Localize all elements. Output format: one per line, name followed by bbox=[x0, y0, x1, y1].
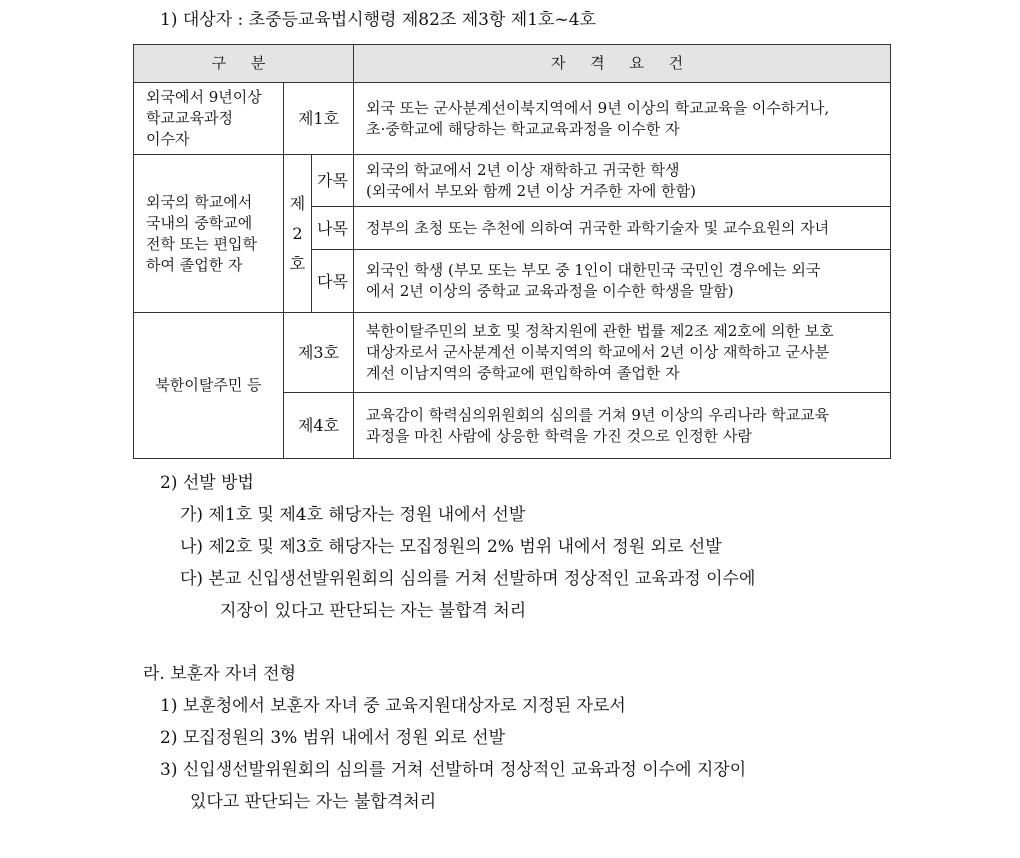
selection-item: 가) 제1호 및 제4호 해당자는 정원 내에서 선발 bbox=[180, 505, 526, 525]
row1-requirement: 외국 또는 군사분계선이북지역에서 9년 이상의 학교교육을 이수하거나, 초·중학교에 해당하는 학교교육과정을 이수한 자 bbox=[354, 83, 891, 155]
selection-continuation: 지장이 있다고 판단되는 자는 불합격 처리 bbox=[220, 601, 527, 621]
row2-category: 외국의 학교에서 국내의 중학교에 전학 또는 편입학 하여 졸업한 자 bbox=[134, 155, 284, 313]
eligibility-table bbox=[133, 44, 891, 459]
row3-requirement: 북한이탈주민의 보호 및 정착지원에 관한 법률 제2조 제2호에 의한 보호 대상자로서 군사분계선 이북지역의 학교에서 2년 이상 재학하고 군사분 계선 이남지역의 중학교에 편입학하여 졸업한 자 bbox=[354, 313, 891, 393]
header-requirement: 자 격 요 건 bbox=[354, 45, 891, 83]
section-ra-item: 2) 모집정원의 3% 범위 내에서 정원 외로 선발 bbox=[160, 728, 505, 748]
row3-requirement: 교육감이 학력심의위원회의 심의를 거쳐 9년 이상의 우리나라 학교교육 과정을 마친 사람에 상응한 학력을 가진 것으로 인정한 사람 bbox=[354, 393, 891, 459]
row3-code: 제4호 bbox=[284, 393, 354, 459]
selection-heading: 2) 선발 방법 bbox=[160, 473, 254, 493]
section-ra-continuation: 있다고 판단되는 자는 불합격처리 bbox=[190, 792, 437, 812]
row2-item-label: 가목 bbox=[312, 155, 354, 207]
row2-item-requirement: 외국의 학교에서 2년 이상 재학하고 귀국한 학생 (외국에서 부모와 함께 2년 이상 거주한 자에 한함) bbox=[354, 155, 891, 207]
row1-code: 제1호 bbox=[284, 83, 354, 155]
selection-item: 다) 본교 신입생선발위원회의 심의를 거쳐 선발하며 정상적인 교육과정 이수에 bbox=[180, 569, 756, 589]
section-ra-item: 3) 신입생선발위원회의 심의를 거쳐 선발하며 정상적인 교육과정 이수에 지장이 bbox=[160, 760, 747, 780]
section-ra-heading: 라. 보훈자 자녀 전형 bbox=[143, 664, 296, 684]
section-ra-item: 1) 보훈청에서 보훈자 자녀 중 교육지원대상자로 지정된 자로서 bbox=[160, 696, 626, 716]
row1-category: 외국에서 9년이상 학교교육과정 이수자 bbox=[134, 83, 284, 155]
table-row bbox=[134, 313, 891, 393]
header-category: 구 분 bbox=[134, 45, 354, 83]
row3-code: 제3호 bbox=[284, 313, 354, 393]
row2-item-requirement: 정부의 초청 또는 추천에 의하여 귀국한 과학기술자 및 교수요원의 자녀 bbox=[354, 207, 891, 250]
row2-item-label: 다목 bbox=[312, 250, 354, 313]
row2-item-requirement: 외국인 학생 (부모 또는 부모 중 1인이 대한민국 국민인 경우에는 외국 에서 2년 이상의 중학교 교육과정을 이수한 학생을 말함) bbox=[354, 250, 891, 313]
table-row bbox=[134, 83, 891, 155]
row3-category: 북한이탈주민 등 bbox=[134, 313, 284, 459]
row2-code: 제 2 호 bbox=[284, 155, 312, 313]
table-row bbox=[134, 155, 891, 207]
row2-item-label: 나목 bbox=[312, 207, 354, 250]
selection-item: 나) 제2호 및 제3호 해당자는 모집정원의 2% 범위 내에서 정원 외로 선발 bbox=[180, 537, 722, 557]
intro-line: 1) 대상자 : 초중등교육법시행령 제82조 제3항 제1호~4호 bbox=[160, 10, 596, 30]
